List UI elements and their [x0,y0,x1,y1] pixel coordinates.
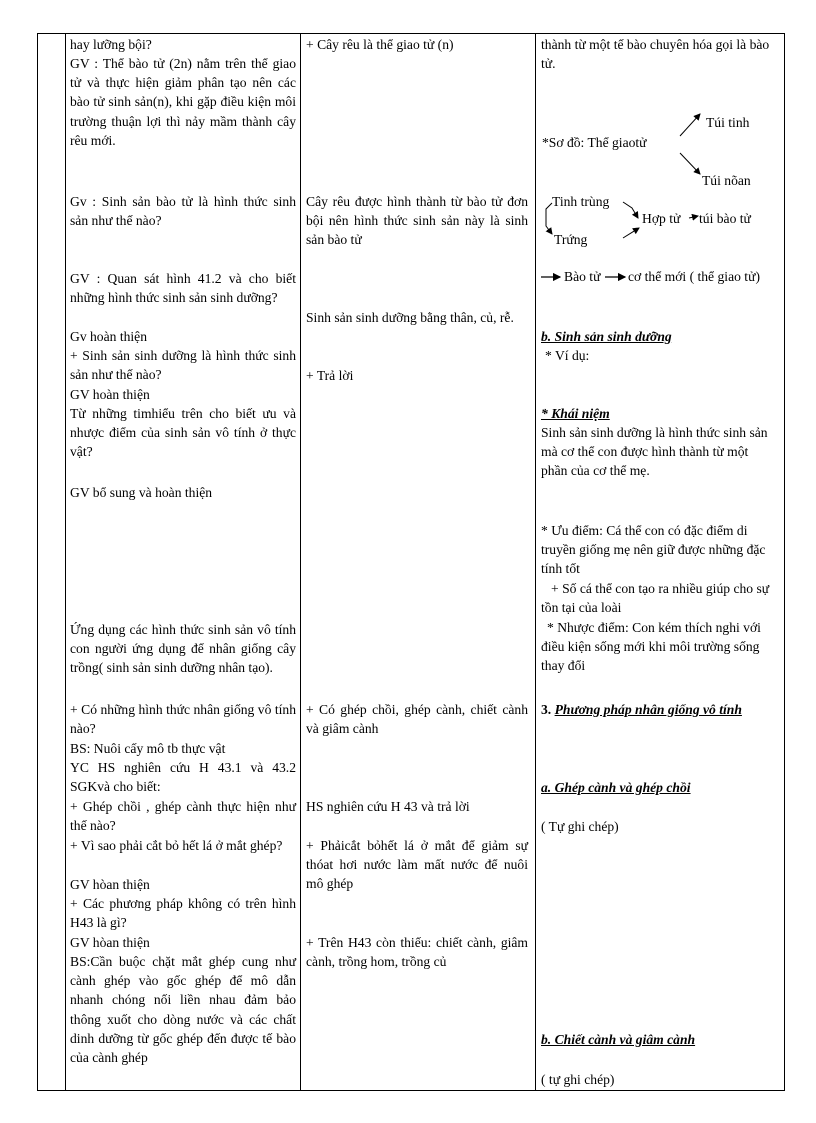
text-block: thành từ một tế bào chuyên hóa gọi là bào tử. [541,37,770,72]
text-block: Sinh sản sinh dưỡng bằng thân, củ, rễ. [306,310,514,325]
diagram-node: Bào tử [564,269,601,284]
text-block: YC HS nghiên cứu H 43.1 và 43.2 SGKvà cho biết: [70,760,296,795]
text-block: + Vì sao phải cắt bỏ hết lá ở mắt ghép? [70,838,283,853]
column-divider-2 [300,33,301,1091]
text-block: GV hòan thiện [70,935,150,950]
section-heading: b. Chiết cành và giâm cành [541,1032,696,1047]
text-block: Ứng dụng các hình thức sinh sản vô tính con người ứng dụng để nhân giống cây trồng( sinh sản sinh dưỡng nhân tạo). [70,622,296,676]
text-block: + Phảicắt bỏhết lá ở mắt để giảm sự thóat hơi nước làm mất nước để nuôi mô ghép [306,838,528,892]
diagram-node: Trứng [554,232,588,247]
text-block: + Trả lời [306,368,354,383]
text-block: + Các phương pháp không có trên hình H43 là gì? [70,896,296,931]
diagram-node: Tinh trùng [552,194,610,209]
text-block: Từ những timhiểu trên cho biết ưu và nhược điểm của sinh sản vô tính ở thực vật? [70,406,296,460]
text-block: * Ví dụ: [545,348,590,363]
text-block: ( tự ghi chép) [541,1072,615,1087]
text-block: + Cây rêu là thể giao tử (n) [306,37,454,52]
diagram-node: Túi tinh [706,115,750,130]
life-cycle-diagram [540,100,780,340]
text-block: HS nghiên cứu H 43 và trả lời [306,799,470,814]
section-heading: b. Sinh sản sinh dưỡng [541,329,672,344]
text-block: + Sinh sản sinh dưỡng là hình thức sinh sản như thế nào? [70,348,296,383]
diagram-label: *Sơ đồ: Thể giaotử [542,135,647,150]
text-block: GV hoàn thiện [70,387,150,402]
column-divider-1 [65,33,66,1091]
text-block: + Ghép chồi , ghép cành thực hiện như thế nào? [70,799,296,834]
text-block: Sinh sản sinh dưỡng là hình thức sinh sản mà cơ thể con được hình thành từ một phần của cơ thể mẹ. [541,425,768,479]
text-block: Gv hoàn thiện [70,329,148,344]
text-block: hay lưỡng bội? [70,37,152,52]
section-heading: 3. Phương pháp nhân giống vô tính [541,702,742,717]
text-block: + Số cá thể con tạo ra nhiều giúp cho sự tồn tại của loài [541,581,770,616]
text-block: Cây rêu được hình thành từ bào tử đơn bội nên hình thức sinh sản này là sinh sản bào tử [306,194,528,248]
column-divider-3 [535,33,536,1091]
diagram-node: túi bào tử [699,211,751,226]
text-block: + Có những hình thức nhân giống vô tính nào? [70,702,296,737]
section-heading: a. Ghép cành và ghép chồi [541,780,691,795]
text-block: * Nhược điểm: Con kém thích nghi với điều kiện sống mới khi môi trường sống thay đổi [541,620,761,674]
text-block: GV : Quan sát hình 41.2 và cho biết những hình thức sinh sản sinh dưỡng? [70,271,296,306]
diagram-node: Túi nõan [702,173,751,188]
text-block: + Trên H43 còn thiếu: chiết cành, giâm cành, trồng hom, trồng củ [306,935,528,970]
text-block: BS: Nuôi cấy mô tb thực vật [70,741,226,756]
diagram-node: cơ thể mới ( thể giao tử) [628,269,760,284]
text-block: + Có ghép chồi, ghép cành, chiết cành và giâm cành [306,702,528,737]
section-heading: * Khái niệm [541,406,610,421]
text-block: GV hòan thiện [70,877,150,892]
text-block: GV : Thể bào tử (2n) nằm trên thể giao tử và thực hiện giảm phân tạo nên các bào tử sinh sản(n), khi gặp điều kiện môi trường thuận lợi thì nảy mầm thành cây rêu mới. [70,56,296,148]
text-block: BS:Cần buộc chặt mắt ghép cung như cành ghép vào gốc ghép để mô dẫn nhanh chóng nối liền nhau đảm bảo thông xuốt cho dòng nước và các chất dinh dưỡng từ gốc ghép đến được tế bào của cành ghép [70,954,296,1066]
text-block: GV bổ sung và hoàn thiện [70,485,213,500]
text-block: ( Tự ghi chép) [541,819,619,834]
diagram-node: Hợp tử [642,211,681,226]
text-block: Gv : Sinh sản bào tử là hình thức sinh sản như thế nào? [70,194,296,229]
text-block: * Ưu điểm: Cá thể con có đặc điểm di truyền giống mẹ nên giữ được những đặc tính tốt [541,523,766,577]
